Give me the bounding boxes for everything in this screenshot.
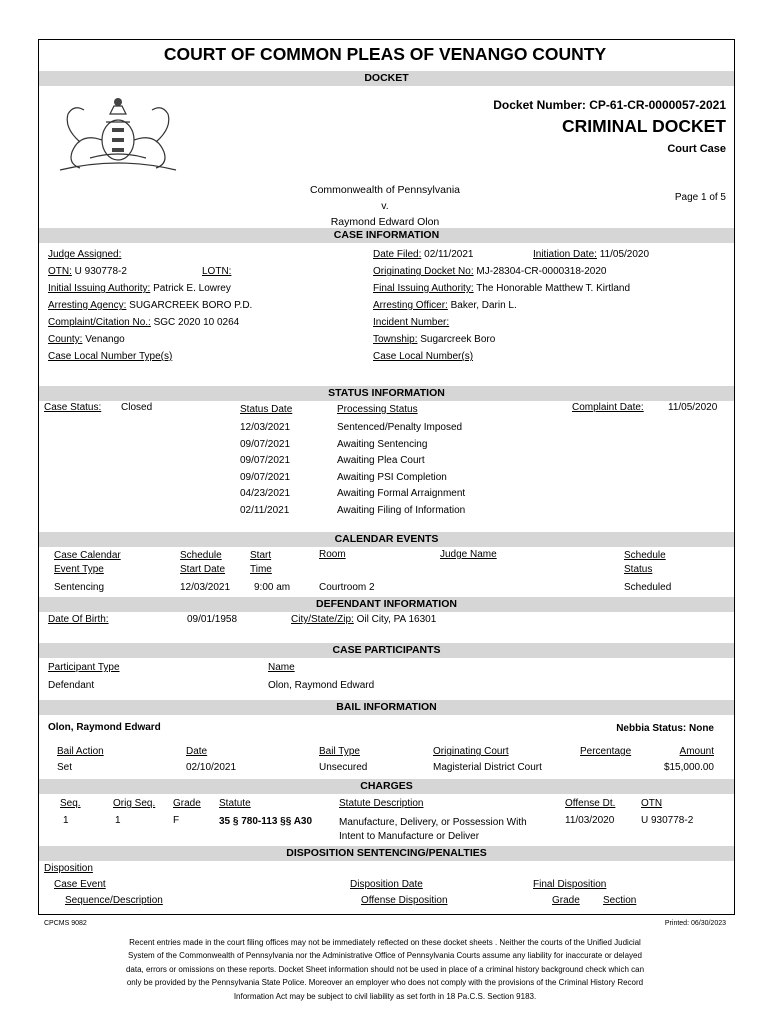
officer-value: Baker, Darin L. (450, 300, 517, 311)
disclaimer (80, 936, 690, 1003)
county (48, 334, 125, 345)
township-value: Sugarcreek Boro (420, 334, 496, 345)
h-bail-type: Bail Type (319, 746, 360, 757)
charge-seq: 1 (63, 815, 69, 826)
event-type: Sentencing (54, 582, 105, 593)
bail-action: Set (57, 762, 73, 773)
bail-information-bar: BAIL INFORMATION (39, 700, 734, 715)
township-label: Township: (373, 334, 418, 345)
h-sched2: Start Date (180, 564, 226, 575)
complaint-value: SGC 2020 10 0264 (153, 317, 240, 328)
h-event2: Event Type (54, 564, 104, 575)
disposition-bar: DISPOSITION SENTENCING/PENALTIES (39, 846, 734, 861)
case-caption (235, 182, 535, 230)
processing-status-list (337, 420, 465, 519)
final-issuing-authority (373, 283, 630, 294)
orig-docket-value: MJ-28304-CR-0000318-2020 (476, 266, 607, 277)
charge-orig-seq: 1 (115, 815, 121, 826)
h-event-type (54, 549, 121, 577)
fia-value: The Honorable Matthew T. Kirtland (476, 283, 631, 294)
participant-name-header: Name (268, 662, 295, 673)
otn-value: U 930778-2 (74, 266, 127, 277)
processing-status: Awaiting Sentencing (337, 438, 428, 450)
caption-versus: v. (381, 200, 389, 212)
h-status2: Status (624, 564, 653, 575)
h-originating-court: Originating Court (433, 746, 509, 757)
participant-name: Olon, Raymond Edward (268, 680, 375, 691)
processing-status: Sentenced/Penalty Imposed (337, 422, 463, 433)
fia-label: Final Issuing Authority: (373, 283, 474, 294)
caption-plaintiff: Commonwealth of Pennsylvania (310, 184, 460, 196)
initiation-date (533, 249, 649, 260)
city-state-zip (291, 614, 436, 625)
calendar-events-bar: CALENDAR EVENTS (39, 532, 734, 547)
h-offense-date: Offense Dt. (565, 798, 616, 809)
case-participants-bar: CASE PARTICIPANTS (39, 643, 734, 658)
charge-otn: U 930778-2 (641, 815, 694, 826)
complaint-date-label: Complaint Date: (572, 402, 644, 413)
case-event-label: Case Event (54, 879, 106, 890)
status-date: 09/07/2021 (240, 455, 291, 466)
h-start-date (180, 549, 225, 577)
event-room: Courtroom 2 (319, 582, 375, 593)
status-date-list (240, 420, 290, 519)
agency-label: Arresting Agency: (48, 300, 127, 311)
disposition-label: Disposition (44, 863, 93, 874)
processing-status: Awaiting Formal Arraignment (337, 488, 466, 499)
h-grade: Grade (173, 798, 201, 809)
case-local-number-type: Case Local Number Type(s) (48, 351, 173, 362)
dob-value: 09/01/1958 (187, 614, 238, 625)
sequence-description-label: Sequence/Description (65, 895, 163, 906)
lotn-label: LOTN: (202, 266, 232, 277)
caption-defendant: Raymond Edward Olon (330, 216, 440, 228)
disposition-date-label: Disposition Date (350, 879, 423, 890)
h-amount: Amount (679, 746, 714, 757)
case-status-label: Case Status: (44, 402, 102, 413)
status-date: 09/07/2021 (240, 471, 291, 483)
arresting-officer (373, 300, 517, 311)
docket-bar: DOCKET (39, 71, 734, 86)
status-date: 12/03/2021 (240, 422, 291, 433)
charge-statute: 35 § 780-113 §§ A30 (219, 816, 313, 827)
processing-status: Awaiting PSI Completion (337, 471, 447, 483)
arresting-agency (48, 300, 252, 311)
date-filed-label: Date Filed: (373, 249, 422, 260)
date-filed-value: 02/11/2021 (424, 249, 474, 260)
judge-label: Judge Assigned: (48, 249, 122, 260)
disclaimer-line: Information Act may be subject to civil liability as set forth in 18 Pa.C.S. Section 9183. (233, 991, 537, 1001)
case-type: Court Case (667, 143, 726, 155)
h-seq: Seq. (60, 798, 81, 809)
disclaimer-line: System of the Commonwealth of Pennsylvania nor the Administrative Office of Pennsylvania Courts assume any liability for inaccurate or delayed (128, 951, 642, 961)
charge-offense-date: 11/03/2020 (565, 815, 615, 826)
case-information-bar: CASE INFORMATION (39, 228, 734, 243)
participant-type-header: Participant Type (48, 662, 120, 673)
case-local-numbers: Case Local Number(s) (373, 351, 474, 362)
h-statute-description: Statute Description (339, 798, 424, 809)
dob-label: Date Of Birth: (48, 614, 109, 625)
complaint-citation (48, 317, 239, 328)
originating-docket (373, 266, 606, 277)
h-status1: Schedule (624, 550, 666, 561)
h-start-time (250, 549, 272, 577)
charge-description (339, 816, 527, 844)
section-label: Section (603, 895, 637, 906)
agency-value: SUGARCREEK BORO P.D. (129, 300, 253, 311)
event-time: 9:00 am (254, 582, 291, 593)
participant-type: Defendant (48, 680, 95, 691)
status-date-header: Status Date (240, 404, 293, 415)
complaint-label: Complaint/Citation No.: (48, 317, 151, 328)
page-number: Page 1 of 5 (674, 192, 726, 203)
printed-date: Printed: 06/30/2023 (664, 920, 726, 927)
case-status-value: Closed (121, 402, 153, 413)
initiation-label: Initiation Date: (533, 249, 597, 260)
iia-value: Patrick E. Lowrey (153, 283, 231, 294)
incident-number-label: Incident Number: (373, 317, 450, 328)
pennsylvania-seal-icon (50, 92, 186, 174)
h-percentage: Percentage (580, 746, 632, 757)
final-disposition-label: Final Disposition (533, 879, 607, 890)
initiation-value: 11/05/2020 (599, 249, 650, 260)
defendant-information-bar: DEFENDANT INFORMATION (39, 597, 734, 612)
h-statute: Statute (219, 798, 251, 809)
csz-label: City/State/Zip: (291, 614, 354, 625)
township (373, 334, 495, 345)
court-title: COURT OF COMMON PLEAS OF VENANGO COUNTY (163, 44, 607, 64)
offense-disposition-label: Offense Disposition (361, 895, 448, 906)
otn-row (48, 266, 127, 277)
grade-label: Grade (552, 895, 580, 906)
processing-status: Awaiting Plea Court (337, 455, 425, 466)
disclaimer-line: data, errors or omissions on these reports. Docket Sheet information should not be used in place of a criminal history background check which can (125, 964, 645, 974)
h-start2: Time (250, 564, 272, 575)
disclaimer-line: only be provided by the Pennsylvania State Police. Moreover an employer who does not comply with the provisions of the Criminal History Record (126, 978, 644, 988)
complaint-date-value: 11/05/2020 (668, 402, 718, 413)
h-event1: Case Calendar (54, 550, 121, 561)
h-start1: Start (250, 550, 272, 561)
nebbia-status: Nebbia Status: None (616, 723, 714, 734)
bail-date: 02/10/2021 (186, 762, 237, 773)
status-information-bar: STATUS INFORMATION (39, 386, 734, 401)
h-otn: OTN (641, 798, 663, 809)
bail-type: Unsecured (319, 762, 368, 773)
status-date: 09/07/2021 (240, 438, 291, 450)
charge-description-line: Manufacture, Delivery, or Possession With (339, 817, 527, 828)
processing-status: Awaiting Filing of Information (337, 504, 466, 516)
charge-grade: F (173, 815, 180, 826)
docket-number: Docket Number: CP-61-CR-0000057-2021 (493, 98, 726, 112)
h-schedule-status (624, 549, 666, 577)
iia-label: Initial Issuing Authority: (48, 283, 151, 294)
county-value: Venango (85, 334, 125, 345)
bail-amount: $15,000.00 (663, 762, 714, 773)
h-bail-action: Bail Action (57, 746, 104, 757)
charge-description-line: Intent to Manufacture or Deliver (339, 831, 480, 842)
event-date: 12/03/2021 (180, 582, 231, 593)
charges-bar: CHARGES (39, 779, 734, 794)
officer-label: Arresting Officer: (373, 300, 448, 311)
h-room: Room (319, 549, 346, 560)
processing-status-header: Processing Status (337, 404, 418, 415)
h-bail-date: Date (186, 746, 208, 757)
orig-docket-label: Originating Docket No: (373, 266, 474, 277)
status-date: 02/11/2021 (240, 504, 290, 516)
csz-value: Oil City, PA 16301 (356, 614, 437, 625)
date-filed (373, 249, 473, 260)
h-sched1: Schedule (180, 550, 222, 561)
otn-label: OTN: (48, 266, 72, 277)
disclaimer-line: Recent entries made in the court filing offices may not be immediately reflected on these docket sheets . Neither the courts of the Unified Judicial (129, 938, 641, 947)
initial-issuing-authority (48, 283, 231, 294)
docket-type: CRIMINAL DOCKET (562, 116, 726, 136)
event-status: Scheduled (624, 582, 672, 593)
h-orig-seq: Orig Seq. (113, 798, 156, 809)
originating-court: Magisterial District Court (433, 762, 542, 773)
bail-defendant-name: Olon, Raymond Edward (48, 722, 161, 733)
h-judge-name: Judge Name (440, 549, 497, 560)
county-label: County: (48, 334, 83, 345)
status-date: 04/23/2021 (240, 488, 291, 499)
form-id: CPCMS 9082 (44, 920, 87, 927)
